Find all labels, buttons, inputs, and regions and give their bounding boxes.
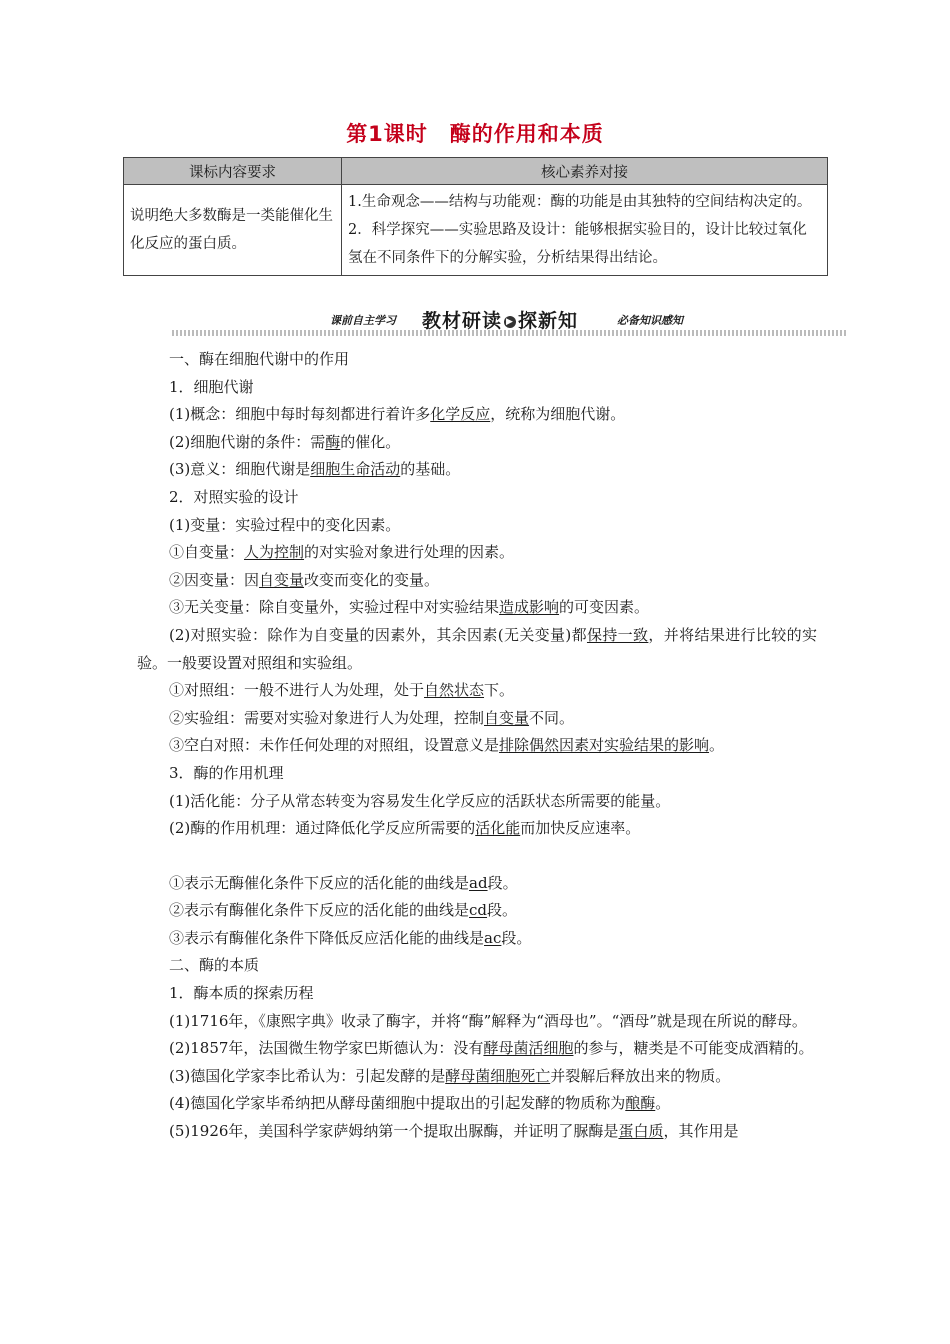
paragraph [137, 870, 817, 898]
requirement-cell: 说明绝大多数酶是一类能催化生化反应的蛋白质。 [124, 185, 342, 276]
answer-blank: ad [469, 873, 488, 892]
text-segment: ②表示有酶催化条件下反应的活化能的曲线是 [169, 901, 470, 920]
paragraph [137, 677, 817, 705]
text-segment: 并裂解后释放出来的物质。 [550, 1066, 731, 1085]
paragraph [137, 1090, 817, 1118]
curriculum-standards-table [123, 157, 828, 276]
paragraph [137, 1063, 817, 1091]
text-segment: (1)1716年，《康熙字典》收录了酶字，并将“酶”解释为“酒母也”。“酒母”就是现在所说的酵母。 [169, 1011, 807, 1030]
text-segment: 的基础。 [400, 460, 461, 479]
answer-blank: 自然状态 [424, 681, 485, 700]
paragraph [137, 705, 817, 733]
answer-blank: 蛋白质 [618, 1122, 664, 1141]
text-segment: (2)1857年，法国微生物学家巴斯德认为：没有 [169, 1039, 484, 1058]
text-segment: 的可变因素。 [559, 598, 650, 617]
text-segment: ，统称为细胞代谢。 [490, 405, 626, 424]
text-segment: 的参与，糖类是不可能变成酒精的。 [573, 1039, 814, 1058]
text-segment: 的对实验对象进行处理的因素。 [304, 543, 515, 562]
text-segment: ③表示有酶催化条件下降低反应活化能的曲线是 [169, 928, 485, 947]
answer-blank: 化学反应 [430, 405, 491, 424]
text-segment: ②实验组：需要对实验对象进行人为处理，控制 [169, 708, 485, 727]
paragraph [137, 788, 817, 816]
paragraph [137, 594, 817, 622]
paragraph [137, 1008, 817, 1036]
answer-blank: 自变量 [259, 570, 305, 589]
text-segment: 的催化。 [340, 432, 401, 451]
text-segment: ，并将结果进行比较的实验。一般要设置对照组和实验组。 [137, 625, 817, 672]
paragraph [137, 512, 817, 540]
answer-blank: 造成影响 [499, 598, 560, 617]
literacy-item-1: 1.生命观念——结构与功能观：酶的功能是由其独特的空间结构决定的。 [348, 194, 812, 210]
answer-blank: 酶 [325, 432, 341, 451]
text-segment: (3)意义：细胞代谢是 [169, 460, 311, 479]
answer-blank: 酵母菌细胞死亡 [445, 1066, 551, 1085]
paragraph [137, 539, 817, 567]
literacy-item-2: 2．科学探究——实验思路及设计：能够根据实验目的，设计比较过氧化氢在不同条件下的分解实验，分析结果得出结论。 [348, 222, 807, 266]
answer-blank: 排除偶然因素对实验结果的影响 [499, 736, 710, 755]
text-segment: 3．酶的作用机理 [169, 763, 284, 782]
text-segment: (3)德国化学家李比希认为：引起发酵的是 [169, 1066, 446, 1085]
paragraph [137, 897, 817, 925]
banner-right-label: 必备知识感知 [617, 314, 683, 327]
page-title: 第1课时 酶的作用和本质 [346, 122, 604, 146]
answer-blank: 保持一致 [586, 625, 649, 644]
answer-blank: cd [469, 901, 488, 920]
text-segment: 改变而变化的变量。 [304, 570, 440, 589]
table-header-requirements: 课标内容要求 [124, 158, 342, 185]
text-segment: 段。 [501, 928, 532, 947]
paragraph [137, 980, 817, 1008]
text-segment: 段。 [487, 873, 518, 892]
paragraph [137, 401, 817, 429]
paragraph [137, 732, 817, 760]
text-segment: ③无关变量：除自变量外，实验过程中对实验结果 [169, 598, 500, 617]
paragraph [137, 429, 817, 457]
text-segment: 段。 [487, 901, 518, 920]
text-segment: 1．酶本质的探索历程 [169, 984, 314, 1003]
banner-title [422, 306, 578, 333]
text-segment: (2)对照实验：除作为自变量的因素外，其余因素(无关变量)都 [169, 625, 587, 644]
paragraph [137, 346, 817, 374]
text-segment: (1)活化能：分子从常态转变为容易发生化学反应的活跃状态所需要的能量。 [169, 791, 671, 810]
paragraph [137, 456, 817, 484]
text-segment: ①自变量： [169, 543, 245, 562]
text-segment: (5)1926年，美国科学家萨姆纳第一个提取出脲酶，并证明了脲酶是 [169, 1122, 619, 1141]
text-segment: 而加快反应速率。 [520, 819, 641, 838]
paragraph [137, 622, 817, 677]
text-segment: ，其作用是 [663, 1122, 739, 1141]
answer-blank: 酵母菌活细胞 [483, 1039, 574, 1058]
text-segment: 二、酶的本质 [169, 956, 260, 975]
text-segment: (1)变量：实验过程中的变化因素。 [169, 515, 401, 534]
text-segment: ③空白对照：未作任何处理的对照组，设置意义是 [169, 736, 500, 755]
text-segment: ①表示无酶催化条件下反应的活化能的曲线是 [169, 873, 470, 892]
answer-blank: 人为控制 [244, 543, 305, 562]
paragraph [137, 484, 817, 512]
answer-blank: ac [484, 928, 502, 947]
main-content [137, 346, 817, 1146]
text-segment: ②因变量：因 [169, 570, 260, 589]
answer-blank: 自变量 [484, 708, 530, 727]
answer-blank: 酿酶 [625, 1094, 656, 1113]
banner-left-label: 课前自主学习 [330, 314, 396, 327]
text-segment: (2)酶的作用机理：通过降低化学反应所需要的 [169, 819, 476, 838]
banner-title-a: 教材研读 [422, 310, 503, 332]
paragraph [137, 925, 817, 953]
paragraph [137, 374, 817, 402]
text-segment: 下。 [484, 681, 515, 700]
text-segment: 一、酶在细胞代谢中的作用 [169, 350, 350, 368]
text-segment: 不同。 [529, 708, 575, 727]
answer-blank: 细胞生命活动 [310, 460, 401, 479]
paragraph [137, 567, 817, 595]
text-segment: 2．对照实验的设计 [169, 487, 299, 506]
banner-title-b: 探新知 [518, 310, 579, 332]
text-segment: (1)概念：细胞中每时每刻都进行着许多 [169, 405, 431, 424]
text-segment: (2)细胞代谢的条件：需 [169, 432, 326, 451]
paragraph [137, 952, 817, 980]
paragraph [137, 815, 817, 843]
paragraph [137, 760, 817, 788]
text-segment: (4)德国化学家毕希纳把从酵母菌细胞中提取出的引起发酵的物质称为 [169, 1094, 626, 1113]
text-segment: 。 [709, 736, 725, 755]
text-segment: ①对照组：一般不进行人为处理，处于 [169, 681, 425, 700]
arrow-circle-icon: ▶ [504, 316, 516, 328]
literacy-cell [342, 185, 828, 276]
answer-blank: 活化能 [475, 819, 521, 838]
section-banner [172, 306, 848, 336]
paragraph [137, 1035, 817, 1063]
paragraph [137, 1118, 817, 1146]
text-segment: 1．细胞代谢 [169, 377, 254, 396]
table-header-literacy: 核心素养对接 [342, 158, 828, 185]
text-segment: 。 [655, 1094, 671, 1113]
